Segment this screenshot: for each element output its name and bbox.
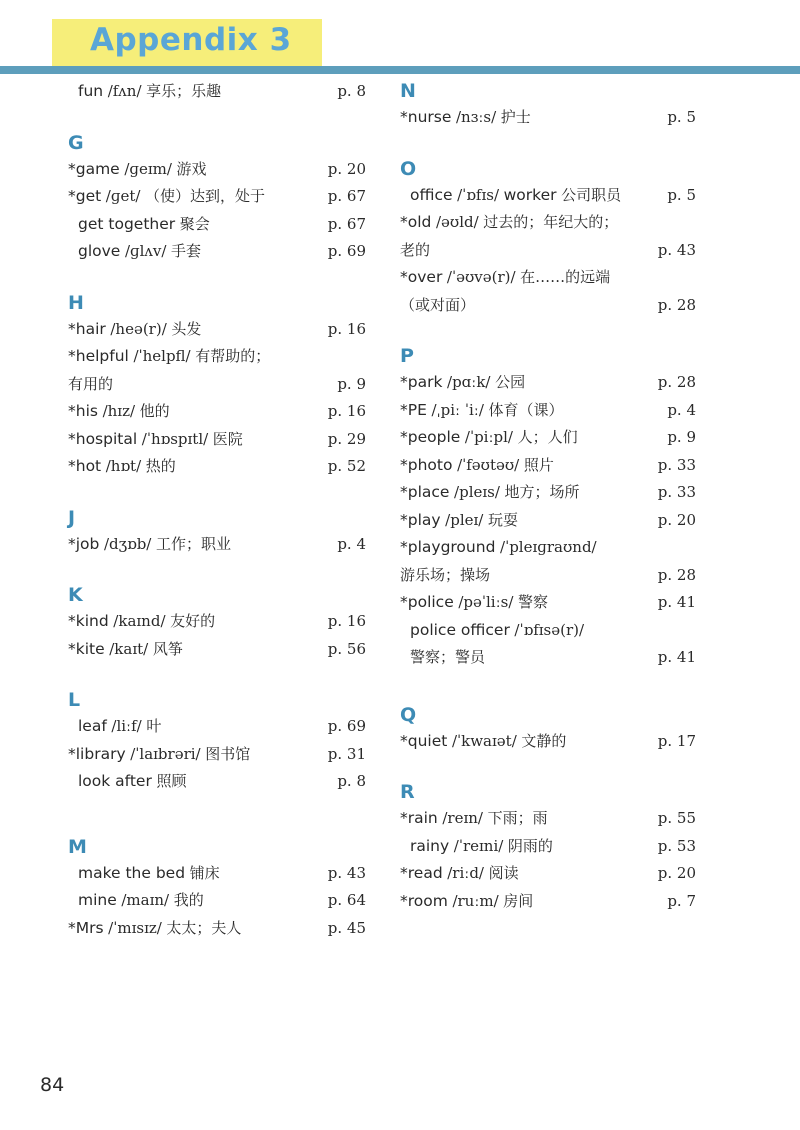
index-entry (68, 713, 368, 741)
index-entry (68, 343, 368, 398)
section-letter: P (400, 345, 414, 367)
index-entry (68, 398, 368, 426)
left-column (68, 78, 368, 942)
entry-page-ref: p. 45 (327, 918, 366, 937)
index-entry (68, 887, 368, 915)
entry-chinese: 护士 (500, 108, 531, 126)
entry-line (68, 745, 250, 763)
entry-term: *police (400, 593, 454, 611)
entry-chinese: 手套 (171, 242, 202, 260)
entry-term: *hair (68, 319, 106, 338)
index-entry (400, 534, 698, 589)
index-section (400, 78, 698, 132)
index-entry (68, 211, 368, 239)
entry-page-ref: p. 16 (327, 612, 366, 630)
entry-phonetic: /hɒt/ (105, 457, 142, 475)
index-entry (400, 617, 698, 672)
right-column (400, 78, 698, 915)
entry-chinese: 热的 (145, 457, 176, 475)
entry-chinese-continued: 老的 (400, 240, 431, 259)
entry-line (400, 456, 554, 474)
index-section (68, 687, 368, 796)
entry-term: *over (400, 268, 443, 286)
entry-page-ref: p. 67 (327, 214, 366, 233)
entry-term: look after (78, 772, 152, 790)
entry-chinese: 照顾 (156, 772, 187, 790)
entry-phonetic: /pəˈliːs/ (458, 593, 514, 611)
entry-chinese: 下雨；雨 (487, 809, 548, 827)
entry-phonetic: /dʒɒb/ (103, 534, 152, 553)
entry-chinese: 图书馆 (205, 744, 251, 763)
entry-term: *place (400, 483, 450, 501)
index-entry (400, 452, 698, 480)
entry-phonetic: /ruːm/ (452, 891, 499, 910)
entry-chinese: 工作；职业 (155, 534, 231, 553)
entry-line (400, 892, 533, 910)
entry-line (68, 640, 183, 658)
entry-phonetic: /maɪn/ (121, 891, 170, 909)
entry-chinese: 公司职员 (561, 185, 622, 204)
entry-page-ref: p. 56 (327, 639, 366, 658)
entry-page-ref: p. 20 (327, 159, 366, 178)
entry-term: make the bed (78, 863, 186, 882)
entry-term: *old (400, 213, 432, 231)
entry-phonetic: /ˈreɪni/ (453, 836, 504, 855)
index-entry (400, 479, 698, 507)
entry-phonetic: /riːd/ (447, 864, 484, 882)
header-rule (0, 66, 800, 74)
entry-phonetic: /ˈfəʊtəʊ/ (457, 455, 520, 474)
section-letter: N (400, 80, 416, 102)
entry-phonetic: /hɪz/ (102, 402, 136, 420)
entry-line (78, 242, 201, 260)
entry-term: *park (400, 373, 443, 391)
entry-term: *game (68, 159, 120, 178)
entry-page-ref: p. 4 (667, 400, 696, 419)
entry-term: *quiet (400, 731, 448, 750)
entry-term: *rain (400, 809, 438, 827)
entry-line (400, 511, 518, 529)
entry-chinese: 享乐；乐趣 (146, 82, 222, 100)
entry-phonetic: /ɡlʌv/ (124, 242, 167, 260)
entry-line (68, 402, 170, 420)
entry-line (78, 864, 220, 882)
index-section (68, 78, 368, 106)
index-entry (400, 805, 698, 833)
entry-page-ref: p. 64 (327, 891, 366, 909)
entry-term: *room (400, 891, 448, 910)
entry-page-ref: p. 33 (657, 483, 696, 501)
entry-page-ref: p. 43 (657, 240, 696, 259)
entry-page-ref: p. 43 (327, 863, 366, 882)
entry-page-ref: p. 9 (337, 374, 366, 393)
entry-phonetic: /kaɪt/ (109, 639, 149, 658)
entry-page-ref: p. 69 (327, 242, 366, 260)
entry-page-ref: p. 41 (657, 648, 696, 666)
entry-page-ref: p. 5 (667, 185, 696, 204)
index-entry (68, 156, 368, 184)
entry-term: leaf (78, 717, 107, 735)
entry-phonetic: /ˈpleɪɡraʊnd/ (500, 538, 597, 556)
section-letter: M (68, 835, 87, 858)
entry-line (78, 215, 210, 233)
entry-chinese: 照片 (523, 455, 554, 474)
entry-chinese: 有帮助的； (195, 347, 271, 365)
entry-line (400, 538, 597, 556)
entry-phonetic: /ɡet/ (105, 187, 141, 205)
entry-phonetic: /ˈmɪsɪz/ (108, 918, 162, 937)
entry-term: glove (78, 242, 121, 260)
entry-chinese: 体育（课） (488, 400, 564, 419)
index-section (68, 582, 368, 663)
entry-term: fun (78, 82, 104, 100)
entry-line (78, 891, 204, 909)
entry-phonetic: /reɪn/ (442, 809, 483, 827)
entry-phonetic: /əʊld/ (435, 213, 479, 231)
index-entry (400, 589, 698, 617)
entry-term: rainy (410, 836, 450, 855)
entry-page-ref: p. 67 (327, 187, 366, 205)
index-entry (400, 264, 698, 319)
entry-chinese: 叶 (146, 717, 162, 735)
entry-phonetic: /ˈhelpfl/ (133, 347, 191, 365)
entry-chinese: 我的 (173, 891, 204, 909)
page-title: Appendix 3 (90, 22, 292, 58)
entry-phonetic: /ˈpiːpl/ (464, 428, 513, 446)
index-section (400, 343, 698, 672)
entry-term: *helpful (68, 347, 129, 365)
entry-line (78, 717, 161, 735)
entry-phonetic: /heə(r)/ (110, 319, 167, 338)
entry-phonetic: /ˈkwaɪət/ (451, 731, 517, 750)
index-entry (400, 507, 698, 535)
entry-phonetic: /ˈhɒspɪtl/ (141, 429, 209, 448)
entry-page-ref: p. 8 (337, 82, 366, 100)
entry-line (400, 213, 618, 231)
entry-line (68, 320, 201, 338)
entry-chinese-continued: 警察；警员 (410, 648, 486, 666)
page-number: 84 (40, 1074, 65, 1096)
index-entry (68, 183, 368, 211)
entry-phonetic: /ˈlaɪbrəri/ (130, 744, 201, 763)
entry-term: *get (68, 187, 102, 205)
section-letter: L (68, 689, 81, 711)
entry-term: *nurse (400, 108, 452, 126)
entry-chinese: 他的 (139, 402, 170, 420)
entry-page-ref: p. 20 (657, 510, 696, 529)
entry-chinese-continued: （或对面） (400, 295, 476, 314)
entry-line (400, 483, 580, 501)
entry-page-ref: p. 7 (667, 891, 696, 910)
entry-chinese: 友好的 (170, 612, 216, 630)
entry-page-ref: p. 55 (657, 809, 696, 827)
entry-chinese: 风筝 (152, 639, 183, 658)
entry-phonetic: /ˈɒfɪs/ (457, 185, 500, 204)
entry-chinese: 太太；夫人 (166, 918, 242, 937)
section-letter: R (400, 781, 415, 803)
index-entry (400, 397, 698, 425)
entry-phonetic: /ɡeɪm/ (124, 159, 172, 178)
entry-chinese: 阅读 (488, 864, 519, 882)
entry-chinese: 公园 (495, 373, 526, 391)
entry-line (400, 732, 566, 750)
index-entry (68, 636, 368, 664)
index-section (400, 779, 698, 915)
entry-page-ref: p. 16 (327, 319, 366, 338)
index-entry (400, 860, 698, 888)
index-entry (400, 424, 698, 452)
entry-phonetic: /pleɪ/ (445, 510, 484, 529)
entry-phonetic: /pleɪs/ (454, 483, 500, 501)
entry-line (68, 457, 176, 475)
entry-line (68, 160, 207, 178)
entry-line (400, 593, 548, 611)
entry-line (410, 837, 553, 855)
section-letter: G (68, 131, 84, 154)
index-entry (400, 728, 698, 756)
entry-page-ref: p. 31 (327, 744, 366, 763)
entry-chinese-continued: 有用的 (68, 374, 114, 393)
entry-line (400, 108, 531, 126)
entry-term: *people (400, 428, 461, 446)
entry-phonetic: /ˈəʊvə(r)/ (446, 268, 516, 286)
entry-phonetic: /fʌn/ (107, 82, 142, 100)
entry-line (68, 347, 270, 365)
index-entry (68, 860, 368, 888)
entry-term: *Mrs (68, 918, 104, 937)
entry-chinese: 文静的 (521, 731, 567, 750)
entry-chinese: 头发 (171, 319, 202, 338)
entry-page-ref: p. 28 (657, 373, 696, 391)
entry-term: *playground (400, 538, 496, 556)
entry-chinese-continued: 游乐场；操场 (400, 565, 491, 584)
entry-term: *job (68, 534, 100, 553)
entry-chinese: 人；人们 (517, 428, 578, 446)
entry-phonetic: /liːf/ (111, 717, 142, 735)
entry-term: get together (78, 214, 176, 233)
entry-line (68, 919, 241, 937)
entry-line (68, 187, 265, 205)
entry-chinese: 警察 (518, 593, 549, 611)
entry-chinese: 房间 (503, 891, 534, 910)
entry-phonetic: /ˌpiː ˈiː/ (431, 400, 484, 419)
index-entry (68, 768, 368, 796)
section-letter: O (400, 157, 417, 180)
entry-chinese: 医院 (212, 429, 243, 448)
entry-page-ref: p. 53 (657, 836, 696, 855)
section-letter: Q (400, 703, 417, 726)
index-entry (68, 531, 368, 559)
index-entry (68, 426, 368, 454)
entry-line (400, 864, 519, 882)
entry-page-ref: p. 9 (667, 428, 696, 446)
entry-line (400, 428, 578, 446)
index-entry (68, 453, 368, 481)
entry-page-ref: p. 28 (657, 295, 696, 314)
entry-term: *read (400, 864, 443, 882)
entry-term: *kite (68, 639, 105, 658)
entry-term-continued: worker (503, 185, 557, 204)
entry-line (400, 373, 525, 391)
entry-chinese: 过去的；年纪大的； (483, 213, 619, 231)
entry-chinese: （使）达到，处于 (145, 187, 266, 205)
index-entry (400, 369, 698, 397)
entry-chinese: 在……的远端 (520, 268, 611, 286)
index-entry (68, 915, 368, 943)
entry-page-ref: p. 33 (657, 455, 696, 474)
entry-chinese: 游戏 (176, 159, 207, 178)
entry-term: *kind (68, 612, 109, 630)
index-entry (400, 182, 698, 210)
section-letter: J (68, 506, 76, 529)
entry-chinese: 阴雨的 (507, 836, 553, 855)
entry-chinese: 铺床 (189, 863, 220, 882)
entry-line (78, 82, 221, 100)
entry-line (400, 268, 610, 286)
entry-line (410, 186, 621, 204)
index-section (400, 702, 698, 756)
entry-page-ref: p. 16 (327, 402, 366, 420)
entry-term: *play (400, 510, 441, 529)
entry-line (68, 535, 231, 553)
entry-page-ref: p. 17 (657, 731, 696, 750)
entry-term: *his (68, 402, 98, 420)
entry-phonetic: /ˈɒfɪsə(r)/ (514, 620, 585, 639)
index-entry (68, 78, 368, 106)
index-section (68, 290, 368, 481)
index-section (68, 130, 368, 266)
index-entry (68, 608, 368, 636)
entry-line (68, 430, 243, 448)
section-letter: K (68, 584, 83, 606)
index-section (400, 156, 698, 320)
entry-phonetic: /kaɪnd/ (113, 612, 166, 630)
entry-chinese: 地方；场所 (504, 483, 580, 501)
entry-term: *library (68, 744, 126, 763)
entry-term: office (410, 185, 453, 204)
entry-page-ref: p. 69 (327, 717, 366, 735)
entry-page-ref: p. 41 (657, 593, 696, 611)
entry-line (410, 621, 584, 639)
entry-page-ref: p. 5 (667, 108, 696, 126)
entry-term: police officer (410, 620, 510, 639)
entry-chinese: 玩耍 (487, 510, 518, 529)
entry-chinese: 聚会 (179, 214, 210, 233)
entry-line (78, 772, 186, 790)
entry-phonetic: /pɑːk/ (447, 373, 491, 391)
index-entry (400, 104, 698, 132)
entry-line (400, 401, 564, 419)
entry-term: mine (78, 891, 117, 909)
entry-term: *PE (400, 400, 427, 419)
index-entry (400, 888, 698, 916)
entry-page-ref: p. 52 (327, 457, 366, 475)
entry-page-ref: p. 8 (337, 772, 366, 790)
index-entry (68, 238, 368, 266)
entry-line (400, 809, 548, 827)
entry-term: *hospital (68, 429, 138, 448)
index-entry (68, 741, 368, 769)
entry-line (68, 612, 215, 630)
index-section (68, 834, 368, 943)
index-entry (400, 209, 698, 264)
index-entry (68, 316, 368, 344)
entry-phonetic: /nɜːs/ (455, 108, 497, 126)
index-section (68, 505, 368, 559)
entry-page-ref: p. 20 (657, 864, 696, 882)
index-entry (400, 833, 698, 861)
entry-term: *hot (68, 457, 102, 475)
entry-page-ref: p. 4 (337, 534, 366, 553)
entry-page-ref: p. 29 (327, 429, 366, 448)
entry-term: *photo (400, 455, 453, 474)
entry-page-ref: p. 28 (657, 565, 696, 584)
section-letter: H (68, 291, 84, 314)
